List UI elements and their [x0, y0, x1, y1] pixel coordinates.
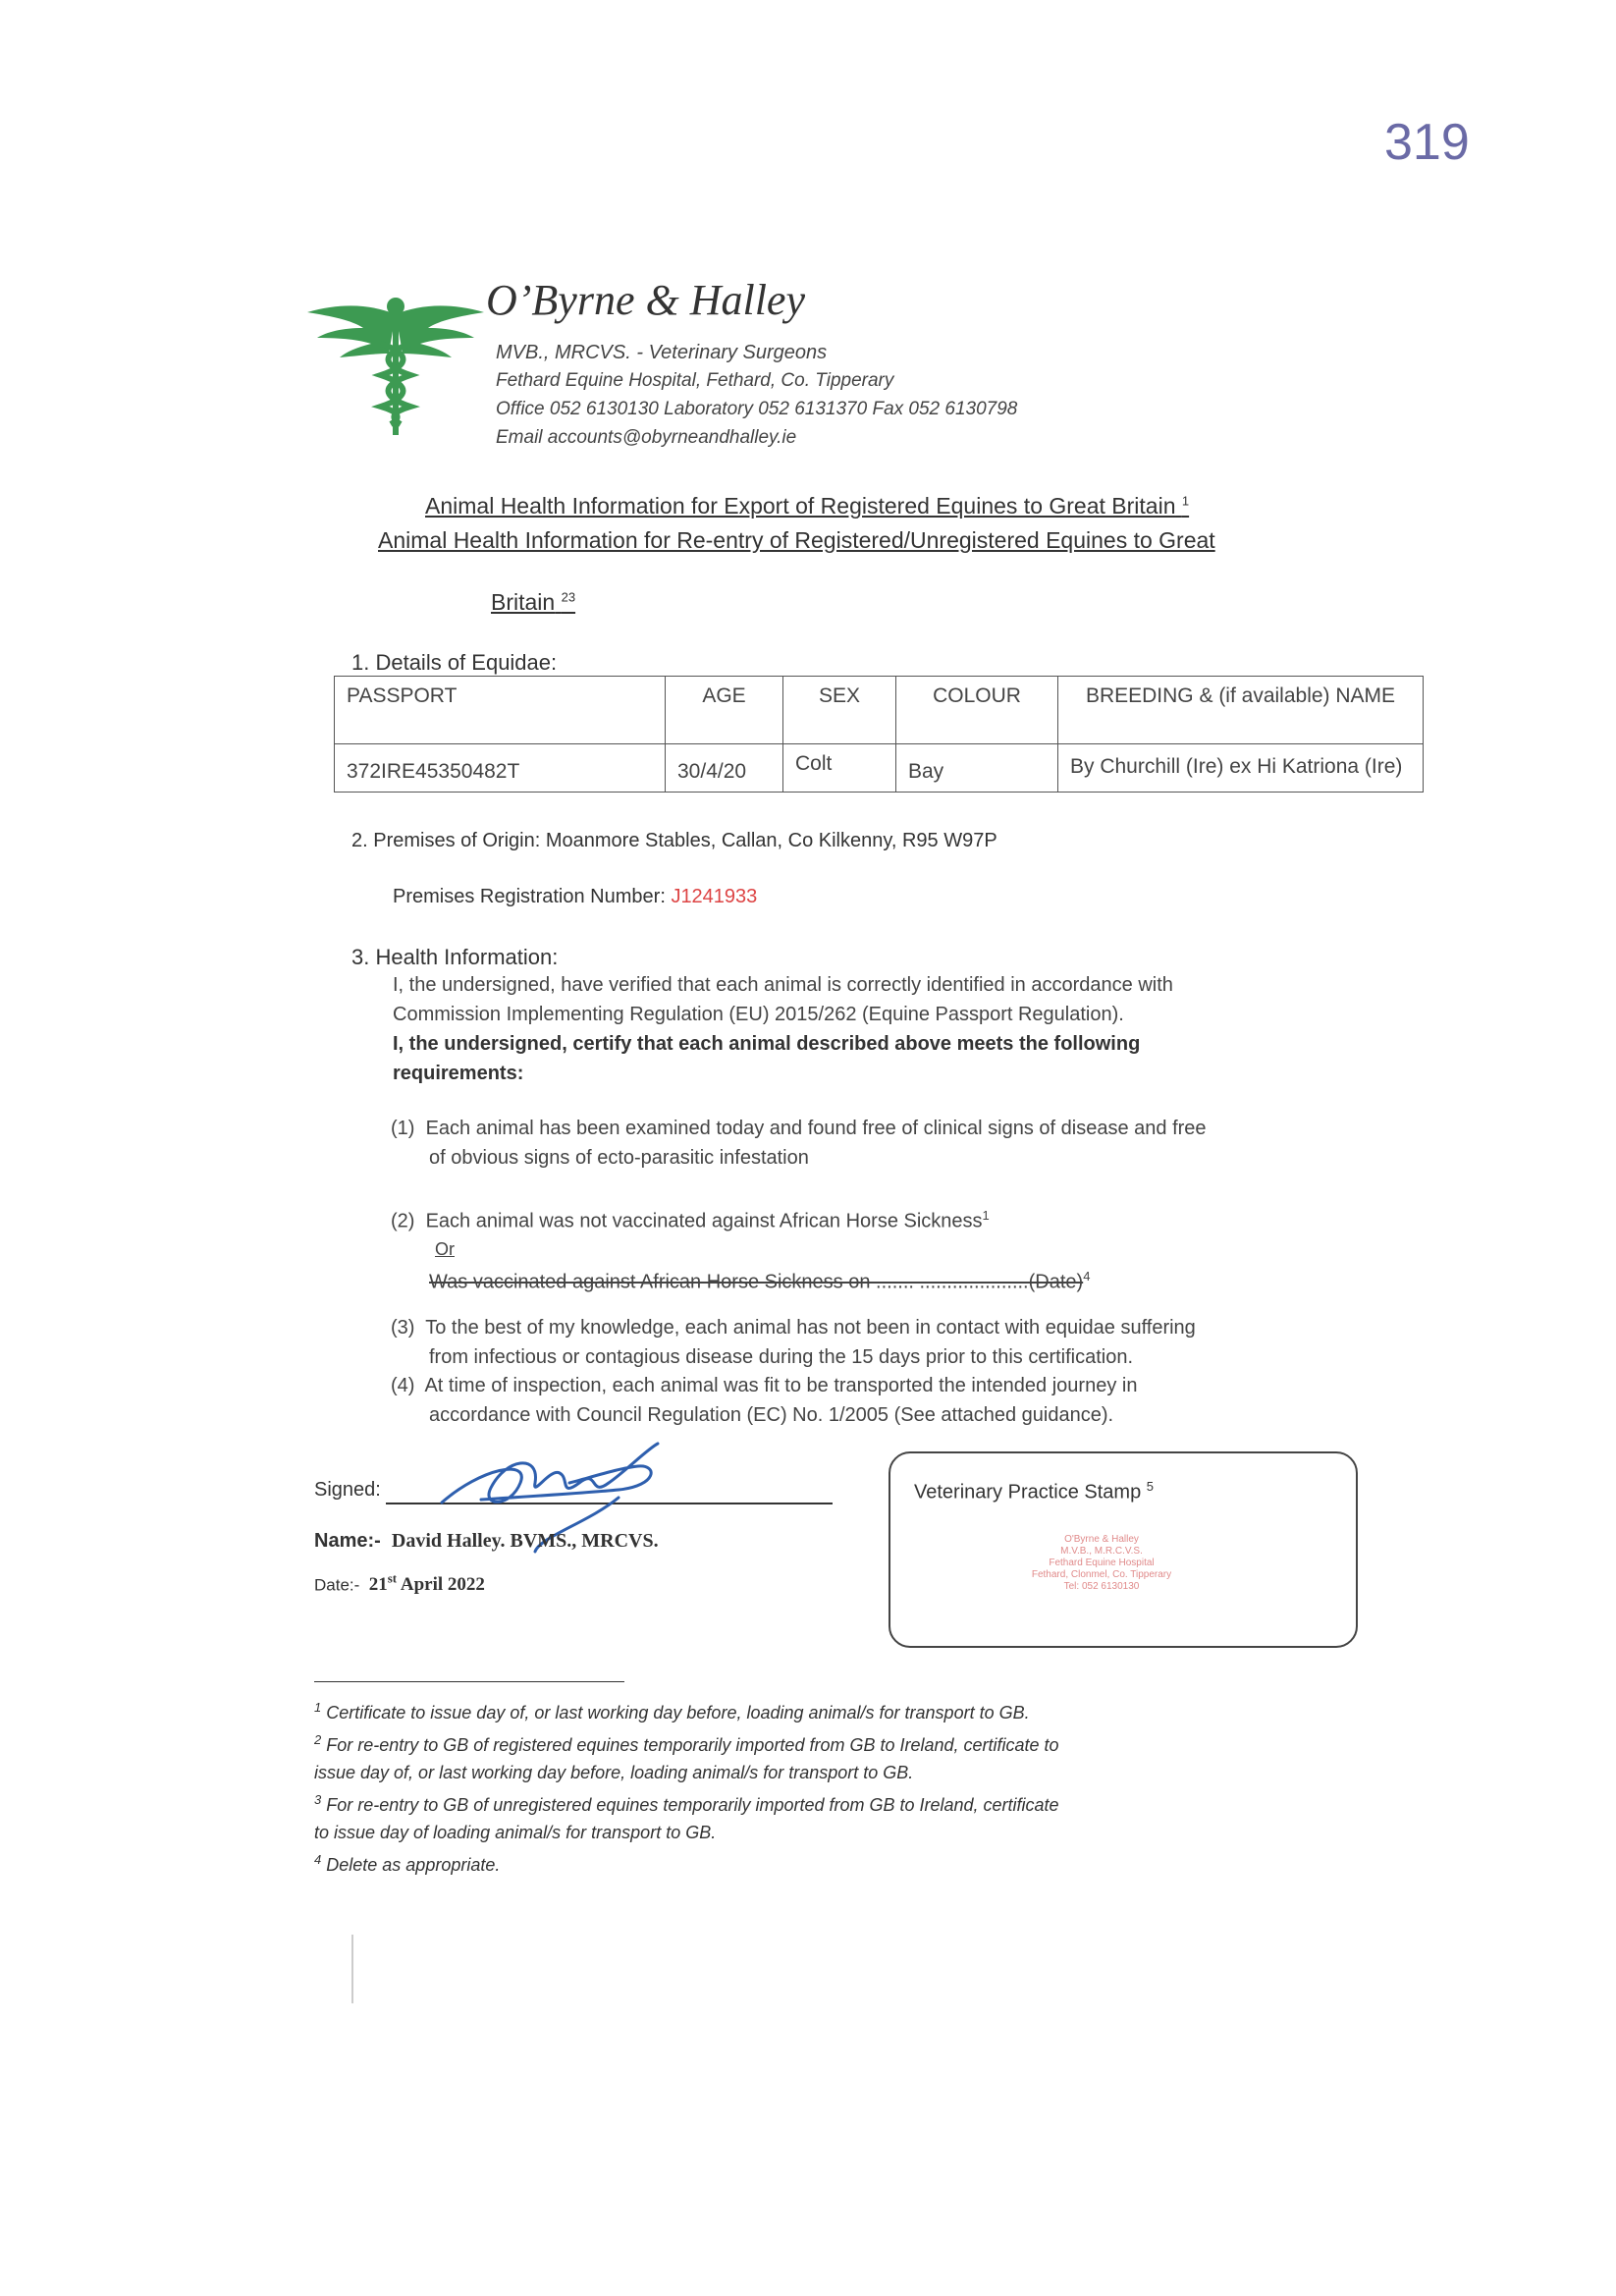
cell-age: 30/4/20: [666, 744, 783, 793]
firm-email: Email accounts@obyrneandhalley.ie: [496, 427, 797, 448]
signed-label: Signed:: [314, 1479, 381, 1501]
footnote-divider: [314, 1681, 624, 1682]
requirement-1: (1) Each animal has been examined today and found free of clinical signs of disease and free of obvious signs of ecto-parasitic infestation: [391, 1118, 1207, 1169]
section-3-heading: 3. Health Information:: [351, 945, 559, 969]
col-passport: PASSPORT: [335, 677, 666, 744]
scan-artifact: [351, 1935, 353, 2003]
practice-stamp-text: O'Byrne & Halley M.V.B., M.R.C.V.S. Fethard Equine Hospital Fethard, Clonmel, Co. Tipperary Tel: 052 6130130: [1031, 1534, 1172, 1592]
col-sex: SEX: [783, 677, 896, 744]
cell-colour: Bay: [896, 744, 1058, 793]
table-row: [335, 744, 1424, 793]
table-header-row: [335, 677, 1424, 744]
col-age: AGE: [666, 677, 783, 744]
stamp-label: Veterinary Practice Stamp $^5$: [914, 1479, 1155, 1503]
equidae-table: [334, 676, 1424, 793]
cell-sex: Colt: [783, 744, 896, 793]
registration-number: J1241933: [671, 886, 758, 907]
caduceus-logo-icon: [302, 285, 489, 442]
requirement-3: (3) To the best of my knowledge, each animal has not been in contact with equidae suffering from infectious or contagious disease during the 15 days prior to this certification.: [391, 1317, 1196, 1368]
cell-breeding: By Churchill (Ire) ex Hi Katriona (Ire): [1058, 744, 1424, 793]
footnotes: $^1$ Certificate to issue day of, or last working day before, loading animal/s for transport to GB. $^2$ For re-entry to GB of registered equines temporarily imported from GB to Ireland, certificate to issue day of, or last working day before, loading animal/s for transport to GB. $^3$ For re-entry to GB of unregistered equines temporarily imported from GB to Ireland, certificate to issue day of loading animal/s for transport to GB. $^4$ Delete as appropriate.: [314, 1700, 1059, 1875]
col-colour: COLOUR: [896, 677, 1058, 744]
signature-date: Date:- 21st April 2022: [314, 1571, 485, 1596]
col-breeding: BREEDING & (if available) NAME: [1058, 677, 1424, 744]
cell-passport: 372IRE45350482T: [335, 744, 666, 793]
signature-scribble-icon: [422, 1429, 717, 1586]
requirement-2: (2) Each animal was not vaccinated against African Horse Sickness$^1$ Or Was vaccinated against African Horse Sickness on ....... ....................(Date)$^4$: [391, 1208, 1091, 1293]
title-line-2: Animal Health Information for Re-entry of Registered/Unregistered Equines to Great: [378, 527, 1215, 553]
veterinary-stamp-box: [889, 1451, 1358, 1648]
verify-statement: I, the undersigned, have verified that each animal is correctly identified in accordance with Commission Implementing Regulation (EU) 2015/262 (Equine Passport Regulation). I, the undersigned, certify that each animal described above meets the following requirements:: [393, 974, 1173, 1084]
premises-registration: Premises Registration Number: J1241933: [393, 886, 758, 907]
title-line-3: Britain $^{23}$: [491, 589, 576, 615]
signatory-name: Name:- David Halley. BVMS., MRCVS.: [314, 1530, 659, 1552]
title-line-1: Animal Health Information for Export of Registered Equines to Great Britain $^1$: [425, 493, 1190, 519]
page-number: 319: [1384, 114, 1470, 171]
requirement-4: (4) At time of inspection, each animal was fit to be transported the intended journey in accordance with Council Regulation (EC) No. 1/2005 (See attached guidance).: [391, 1375, 1138, 1426]
firm-address: Fethard Equine Hospital, Fethard, Co. Tipperary: [496, 370, 894, 391]
section-1-heading: 1. Details of Equidae:: [351, 650, 558, 675]
firm-qualifications: MVB., MRCVS. - Veterinary Surgeons: [496, 342, 828, 363]
firm-phones: Office 052 6130130 Laboratory 052 6131370 Fax 052 6130798: [496, 399, 1018, 419]
section-2-premises: 2. Premises of Origin: Moanmore Stables, Callan, Co Kilkenny, R95 W97P: [351, 830, 997, 851]
firm-name: O’Byrne & Halley: [486, 276, 805, 324]
